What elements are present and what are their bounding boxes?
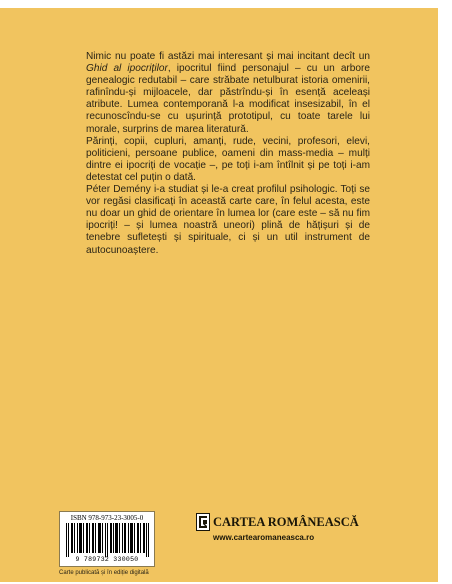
paragraph-2: Părinți, copii, cupluri, amanți, rude, vecini, profesori, elevi, politicieni, persoane publice, oameni din mass-media – mulți dintre ei ipocriți de vocație –, pe toți i-am întîlnit și pe toți i-am detestat cel puțin o dată. (86, 135, 370, 183)
paragraph-1-end: , ipocritul fiind personajul – cu un arbore genealogic redutabil – care străbate netulburat istoria omenirii, rafinîndu-și mijloacele, dar păstrîndu-și în esență aceleași atribute. Lumea contemporană l-a modificat insesizabil, în el recunoscîndu-se cu ușurință prototipul, cu toate tarele lui morale, surprins de marea literatură. (86, 63, 370, 135)
isbn-barcode-box (59, 511, 155, 567)
back-cover (0, 8, 438, 582)
barcode-digits: 9 789732 330050 (75, 556, 139, 563)
publisher-name: CARTEA ROMÂNEASCĂ (213, 515, 359, 529)
book-description (86, 51, 370, 257)
paragraph-1-start: Nimic nu poate fi astăzi mai interesant și mai incitant decît un (86, 51, 370, 62)
publisher-url[interactable]: www.cartearomaneasca.ro (213, 533, 315, 542)
book-title-italic: Ghid al ipocriților (86, 63, 168, 75)
paragraph-1 (86, 51, 370, 136)
paragraph-3: Péter Demény i-a studiat și le-a creat profilul psihologic. Toți se vor regăsi clasificați în această carte care, în felul acesta, este nu doar un ghid de orientare în lumea lor (care este – să nu fim ipocriți! – și lumea noastră uneori) plină de hățișuri și de tenebre sufletești și spirituale, ci și un util instrument de autocunoaștere. (86, 184, 370, 256)
publisher-block (196, 511, 396, 551)
isbn-label: ISBN 978-973-23-3005-0 (70, 514, 144, 522)
edition-note: Carte publicată și în ediție digitală (59, 570, 149, 576)
barcode-icon (64, 523, 150, 557)
cr-logo-icon (196, 513, 210, 531)
